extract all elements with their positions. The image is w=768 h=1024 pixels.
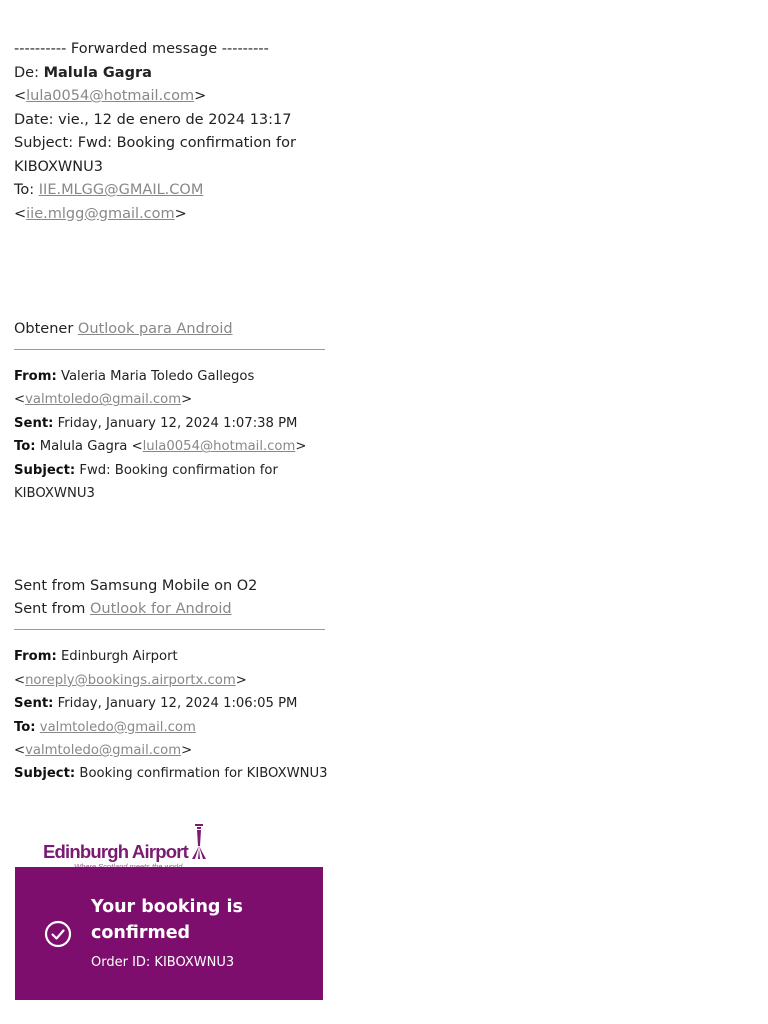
from-email-link[interactable]: lula0054@hotmail.com [26, 88, 195, 104]
divider [14, 349, 325, 350]
signature-samsung: Sent from Samsung Mobile on O2 Sent from Outlook for Android [14, 578, 258, 618]
forwarded-subject: Subject: Fwd: Booking confirmation for [14, 135, 296, 151]
sent-date: Friday, January 12, 2024 1:06:05 PM [57, 696, 298, 712]
to-email-link[interactable]: iie.mlgg@gmail.com [26, 205, 175, 222]
outlook-android-link[interactable]: Outlook para Android [77, 321, 233, 337]
banner-title: Your booking is confirmed [91, 897, 243, 943]
control-tower-icon [190, 824, 208, 860]
email-body [14, 38, 334, 872]
subject: Booking confirmation for KIBOXWNU3 [79, 766, 328, 782]
forwarded-from: De: Malula Gagra <lula0054@hotmail.com> [14, 64, 207, 104]
message-header-2: From: Edinburgh Airport <noreply@bookings.airportx.com> Sent: Friday, January 12, 2024 1:06:05 PM To: valmtoledo@gmail.com <valmtoledo@gmail.com> Subject: Booking confirmation for KIBOXWNU3 [14, 649, 328, 782]
sender-email-link[interactable]: noreply@bookings.airportx.com [25, 672, 236, 688]
logo-name: Edinburgh Airport [43, 840, 188, 862]
signature-outlook-es: Obtener Outlook para Android [14, 321, 233, 337]
outlook-android-link[interactable]: Outlook for Android [89, 601, 232, 618]
sender-email-link[interactable]: valmtoledo@gmail.com [25, 392, 182, 408]
booking-confirmed-banner [15, 867, 323, 1000]
sent-date: Friday, January 12, 2024 1:07:38 PM [57, 415, 298, 431]
forwarded-to: To: IIE.MLGG@GMAIL.COM [14, 182, 204, 198]
forwarded-divider: ---------- Forwarded message --------- [14, 41, 269, 57]
check-circle-icon [44, 920, 72, 948]
divider [14, 629, 325, 630]
from-name: Malula Gagra [43, 64, 152, 81]
subject: Fwd: Booking confirmation for [79, 462, 278, 478]
edinburgh-airport-logo [43, 822, 334, 872]
recipient-email-link[interactable]: valmtoledo@gmail.com [25, 743, 182, 759]
message-header-1: From: Valeria Maria Toledo Gallegos <valmtoledo@gmail.com> Sent: Friday, January 12, 2024 1:07:38 PM To: Malula Gagra <lula0054@hotmail.com> Subject: Fwd: Booking confirmation for KIBOXWNU3 [14, 369, 307, 502]
forwarded-header [14, 38, 334, 226]
to-name-link[interactable]: IIE.MLGG@GMAIL.COM [38, 182, 204, 198]
forwarded-to-email: <iie.mlgg@gmail.com> [14, 205, 187, 222]
forwarded-subject-cont: KIBOXWNU3 [14, 158, 103, 175]
sender-name: Edinburgh Airport [60, 649, 178, 665]
order-id: Order ID: KIBOXWNU3 [91, 955, 235, 970]
sender-name: Valeria Maria Toledo Gallegos [60, 369, 255, 384]
recipient-email-link[interactable]: lula0054@hotmail.com [142, 439, 296, 455]
forwarded-date: Date: vie., 12 de enero de 2024 13:17 [14, 111, 292, 128]
recipient-name-link[interactable]: valmtoledo@gmail.com [39, 719, 196, 735]
